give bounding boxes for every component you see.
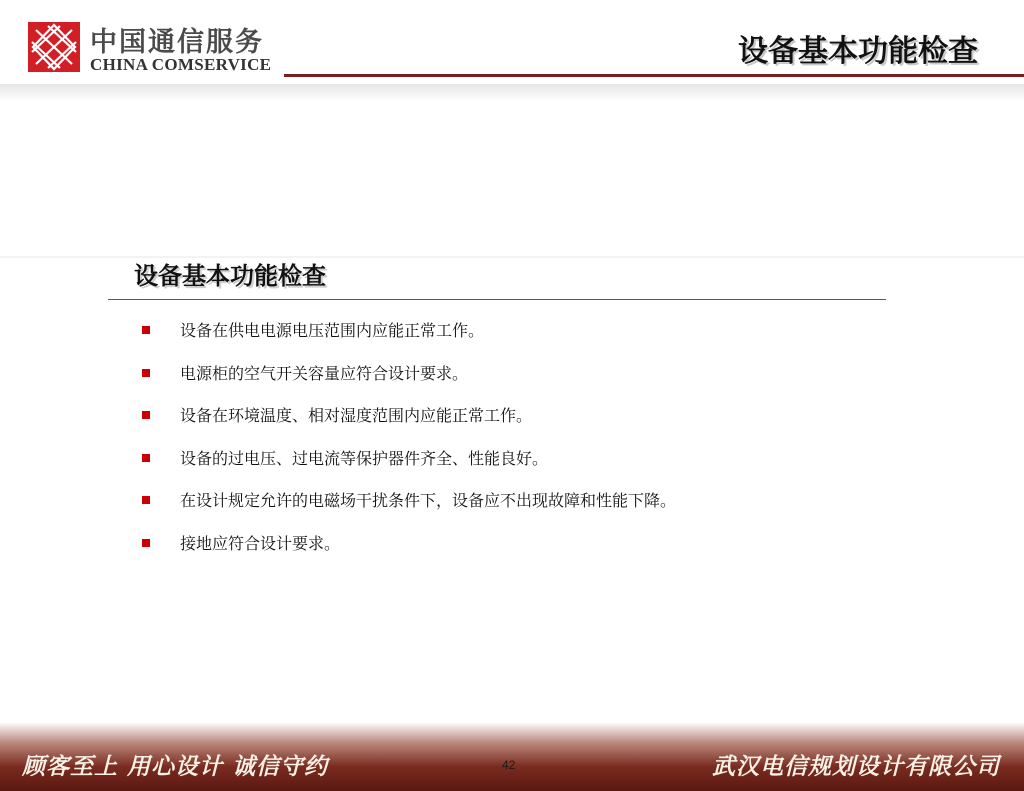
header-title: 设备基本功能检查 bbox=[738, 34, 978, 69]
bullet-text: 在设计规定允许的电磁场干扰条件下，设备应不出现故障和性能下降。 bbox=[180, 491, 677, 510]
footer-company: 武汉电信规划设计有限公司 bbox=[712, 754, 1000, 780]
bullet-text: 设备在环境温度、相对湿度范围内应能正常工作。 bbox=[180, 406, 533, 425]
bullet-text: 设备的过电压、过电流等保护器件齐全、性能良好。 bbox=[180, 448, 549, 468]
bullet-text: 电源柜的空气开关容量应符合设计要求。 bbox=[180, 363, 469, 383]
bullet-square-icon bbox=[142, 539, 150, 547]
page-number: 42 bbox=[502, 758, 516, 772]
bullet-square-icon bbox=[142, 411, 150, 419]
header-divider bbox=[284, 74, 1024, 77]
section-title: 设备基本功能检查 bbox=[134, 262, 326, 290]
bullet-square-icon bbox=[142, 454, 150, 462]
logo-chinese-name: 中国通信服务 bbox=[90, 27, 264, 58]
bullet-square-icon bbox=[142, 326, 150, 334]
logo-english-name: CHINA COMSERVICE bbox=[90, 55, 272, 74]
footer-slogan: 顾客至上 用心设计 诚信守约 bbox=[22, 754, 329, 780]
header-shadow-band bbox=[0, 84, 1024, 102]
section-divider bbox=[108, 299, 886, 300]
bullet-text: 接地应符合设计要求。 bbox=[180, 533, 341, 553]
bullet-square-icon bbox=[142, 496, 150, 504]
bullet-text: 设备在供电电源电压范围内应能正常工作。 bbox=[180, 321, 485, 340]
bullet-square-icon bbox=[142, 369, 150, 377]
china-comservice-logo-icon bbox=[28, 22, 80, 72]
slide-header bbox=[0, 0, 1024, 100]
slide-footer bbox=[0, 722, 1024, 791]
